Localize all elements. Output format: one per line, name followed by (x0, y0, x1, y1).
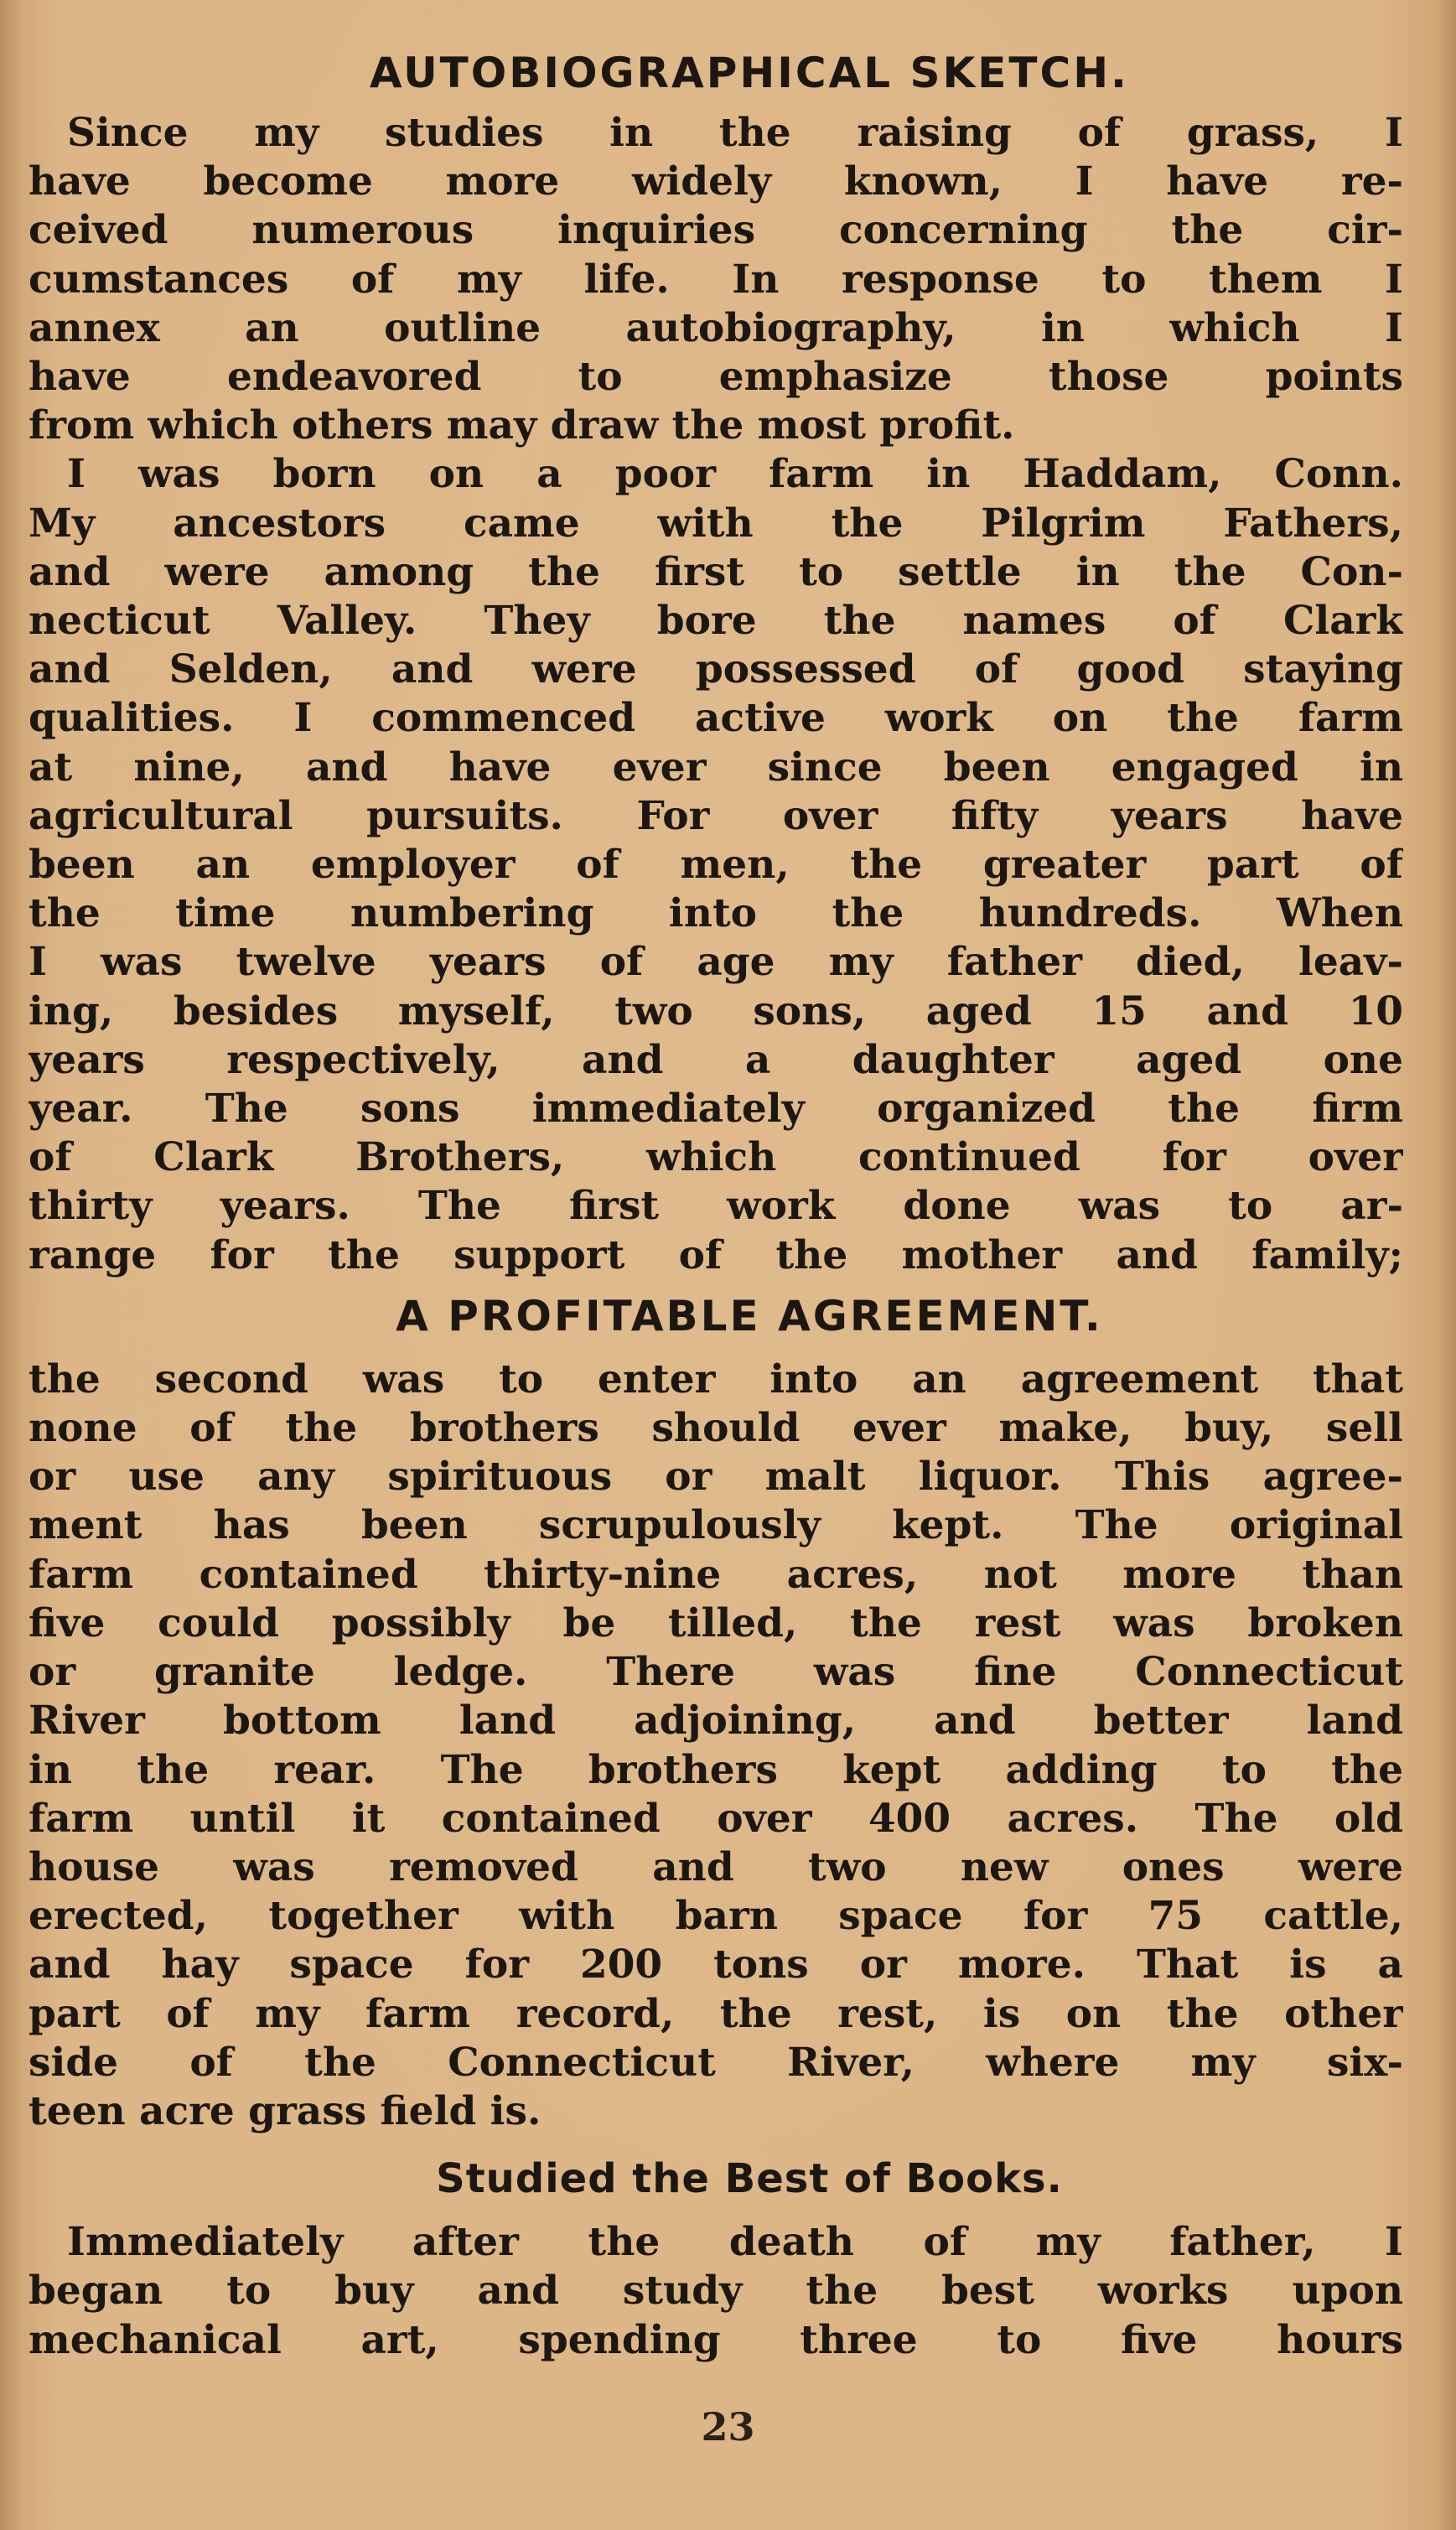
text-line: River bottom land adjoining, and better land (28, 1698, 1403, 1745)
text-line: ing, besides myself, two sons, aged 15 and 10 (28, 988, 1403, 1034)
section-title: AUTOBIOGRAPHICAL SKETCH. (369, 49, 1130, 97)
text-line: qualities. I commenced active work on the farm (28, 695, 1403, 742)
text-line: thirty years. The first work done was to ar- (28, 1183, 1403, 1230)
text-line: mechanical art, spending three to five hours (28, 2316, 1403, 2363)
section-heading-agreement: A PROFITABLE AGREEMENT. (396, 1291, 1103, 1340)
paragraph-intro (28, 109, 1403, 450)
text-line: at nine, and have ever since been engaged in (28, 744, 1403, 791)
text-line: Immediately after the death of my father, I (67, 2219, 1403, 2266)
paragraph-books (28, 2218, 1403, 2365)
text-line: and hay space for 200 tons or more. That is a (28, 1942, 1403, 1988)
text-line: Since my studies in the raising of grass, I (67, 110, 1403, 156)
text-line: have endeavored to emphasize those points (28, 354, 1403, 401)
text-line: years respectively, and a daughter aged one (28, 1036, 1403, 1083)
text-line: My ancestors came with the Pilgrim Fathers, (28, 500, 1403, 547)
text-line: farm until it contained over 400 acres. The old (28, 1795, 1403, 1842)
text-line: the second was to enter into an agreement that (28, 1356, 1403, 1402)
text-line: or use any spirituous or malt liquor. This agree- (28, 1454, 1403, 1501)
text-line: began to buy and study the best works upon (28, 2268, 1403, 2315)
text-line: from which others may draw the most profit. (28, 402, 1015, 449)
text-line: annex an outline autobiography, in which I (28, 304, 1403, 351)
paragraph-agreement (28, 1356, 1403, 2136)
text-line: have become more widely known, I have re- (28, 158, 1403, 205)
text-line: year. The sons immediately organized the firm (28, 1086, 1403, 1133)
text-line: in the rear. The brothers kept adding to the (28, 1746, 1403, 1793)
text-line: farm contained thirty-nine acres, not more than (28, 1551, 1403, 1598)
text-line: range for the support of the mother and family; (28, 1231, 1403, 1278)
text-line: the time numbering into the hundreds. When (28, 890, 1403, 937)
text-line: been an employer of men, the greater part of (28, 842, 1403, 889)
text-line: ment has been scrupulously kept. The original (28, 1502, 1403, 1549)
text-line: or granite ledge. There was fine Connecticut (28, 1649, 1403, 1696)
paragraph-birth (28, 450, 1403, 1279)
text-line: house was removed and two new ones were (28, 1843, 1403, 1890)
text-line: cumstances of my life. In response to them I (28, 256, 1403, 303)
page-number: 23 (701, 2404, 755, 2450)
page-text (28, 49, 1403, 2365)
text-line: erected, together with barn space for 75 cattle, (28, 1893, 1403, 1940)
text-line: I was twelve years of age my father died, leav- (28, 939, 1403, 986)
text-line: none of the brothers should ever make, buy, sell (28, 1405, 1403, 1452)
text-line: ceived numerous inquiries concerning the cir- (28, 207, 1403, 254)
text-line: side of the Connecticut River, where my six- (28, 2039, 1403, 2086)
text-line: I was born on a poor farm in Haddam, Conn. (67, 451, 1403, 498)
text-line: of Clark Brothers, which continued for over (28, 1134, 1403, 1181)
text-line: agricultural pursuits. For over fifty years have (28, 792, 1403, 839)
section-heading-books: Studied the Best of Books. (436, 2155, 1063, 2203)
text-line: teen acre grass field is. (28, 2087, 541, 2134)
text-line: five could possibly be tilled, the rest was broken (28, 1599, 1403, 1646)
text-line: part of my farm record, the rest, is on the other (28, 1990, 1403, 2037)
text-line: and were among the first to settle in the Con- (28, 548, 1403, 595)
text-line: and Selden, and were possessed of good staying (28, 646, 1403, 693)
text-line: necticut Valley. They bore the names of Clark (28, 598, 1403, 645)
